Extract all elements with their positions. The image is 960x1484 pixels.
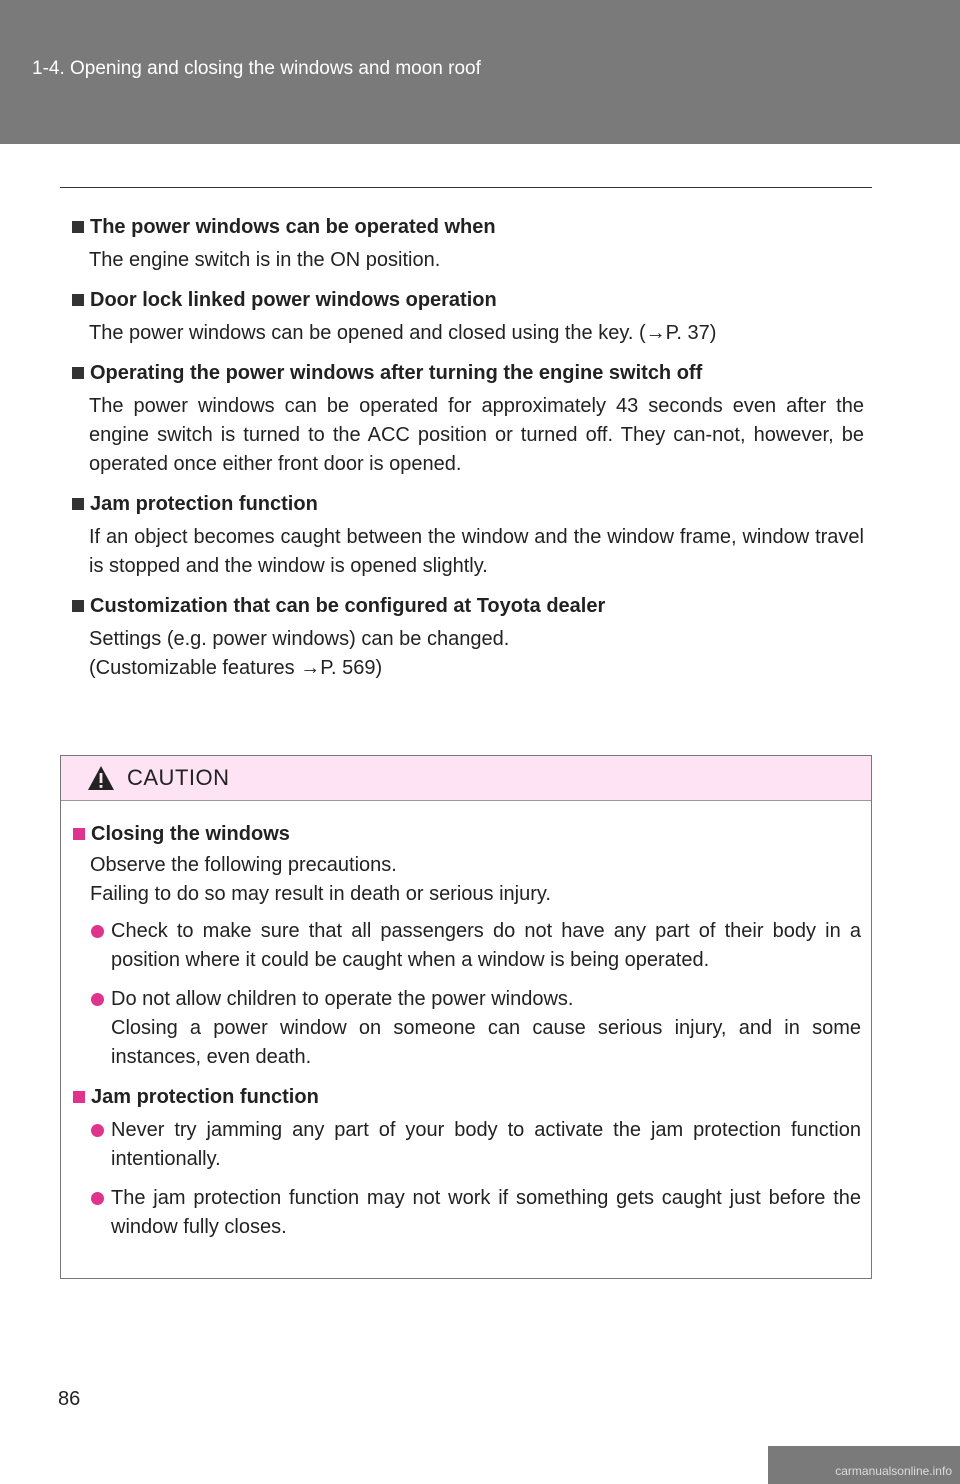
caution-title: CAUTION (127, 765, 230, 790)
section-text: If an object becomes caught between the window and the window frame, window travel is stopped and the window is opened slightly. (89, 526, 864, 577)
section-text: The engine switch is in the ON position. (89, 249, 441, 271)
square-bullet-icon (73, 1091, 85, 1103)
watermark: carmanualsonline.info (768, 1446, 960, 1484)
square-bullet-icon (72, 294, 84, 306)
square-bullet-icon (72, 498, 84, 510)
page-number: 86 (58, 1388, 81, 1410)
section-heading: Door lock linked power windows operation (72, 285, 864, 315)
caution-header (61, 756, 871, 801)
caution-bullet: Never try jamming any part of your body to activate the jam protection function intentionally. (91, 1116, 861, 1174)
circle-bullet-icon (91, 925, 104, 938)
section-text: (Customizable features →P. 569) (89, 657, 383, 679)
divider (60, 187, 872, 188)
circle-bullet-icon (91, 993, 104, 1006)
warning-triangle-icon (87, 765, 115, 791)
caution-intro: Observe the following precautions. Failing to do so may result in death or serious injury. (90, 854, 551, 905)
section-text: Settings (e.g. power windows) can be changed. (89, 628, 510, 650)
section-heading: Jam protection function (72, 489, 864, 519)
square-bullet-icon (72, 600, 84, 612)
section-text: The power windows can be opened and closed using the key. (→P. 37) (89, 322, 717, 344)
section-heading: Customization that can be configured at Toyota dealer (72, 591, 864, 621)
section-heading: The power windows can be operated when (72, 212, 864, 242)
caution-bullet: Do not allow children to operate the power windows. Closing a power window on someone can cause serious injury, and in some instances, even death. (91, 985, 861, 1072)
caution-bullet: The jam protection function may not work if something gets caught just before the window fully closes. (91, 1184, 861, 1242)
square-bullet-icon (73, 828, 85, 840)
caution-heading: Closing the windows (73, 819, 861, 849)
caution-box (60, 755, 872, 1279)
square-bullet-icon (72, 367, 84, 379)
header-band (0, 0, 960, 144)
caution-bullet: Check to make sure that all passengers do not have any part of their body in a position where it could be caught when a window is being operated. (91, 917, 861, 975)
square-bullet-icon (72, 221, 84, 233)
caution-heading: Jam protection function (73, 1082, 861, 1112)
caution-body (61, 801, 871, 1242)
circle-bullet-icon (91, 1124, 104, 1137)
section-title: 1-4. Opening and closing the windows and moon roof (32, 58, 481, 79)
info-sections (72, 212, 864, 687)
section-heading: Operating the power windows after turning the engine switch off (72, 358, 864, 388)
circle-bullet-icon (91, 1192, 104, 1205)
section-text: The power windows can be operated for approximately 43 seconds even after the engine switch is turned to the ACC position or turned off. They can-not, however, be operated once either front door is opened. (89, 395, 864, 475)
